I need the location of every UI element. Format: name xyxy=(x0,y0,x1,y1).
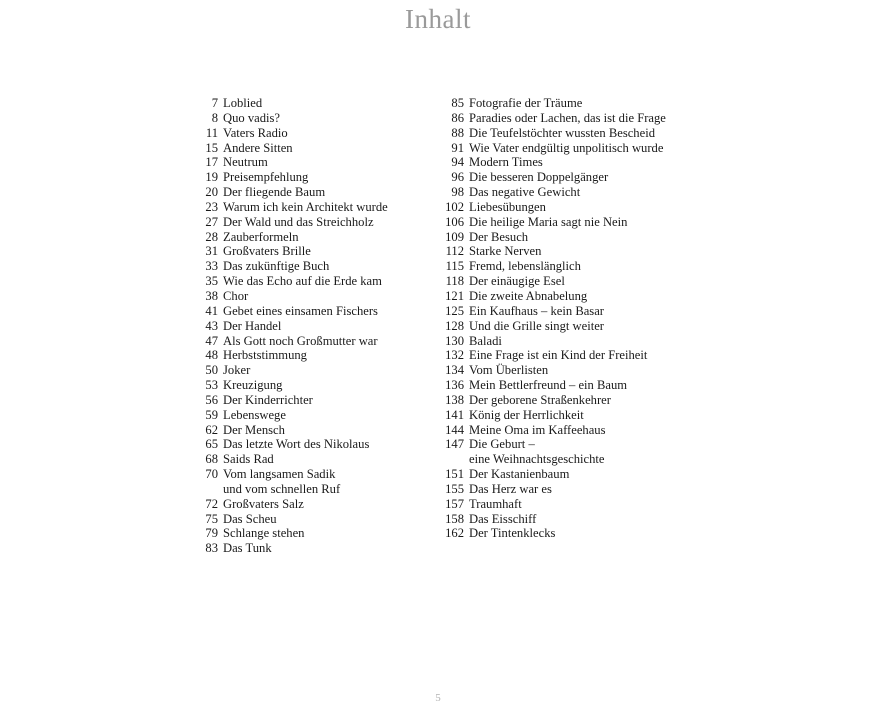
toc-title: Eine Frage ist ein Kind der Freiheit xyxy=(469,348,648,363)
toc-entry xyxy=(190,378,430,393)
toc-title: Gebet eines einsamen Fischers xyxy=(223,303,378,318)
toc-title: Joker xyxy=(223,363,251,378)
toc-title: Schlange stehen xyxy=(223,526,305,541)
toc-page-number: 47 xyxy=(205,333,218,348)
page-number: 5 xyxy=(435,692,441,704)
toc-title: Baladi xyxy=(469,333,502,348)
toc-entry xyxy=(432,393,732,408)
toc-page-number: 27 xyxy=(205,214,218,229)
toc-title: eine Weihnachtsgeschichte xyxy=(469,452,605,467)
toc-entry xyxy=(432,512,732,527)
toc-entry xyxy=(432,334,732,349)
toc-title: Die Teufelstöchter wussten Bescheid xyxy=(469,125,655,140)
toc-entry xyxy=(190,274,430,289)
toc-title: Das Eisschiff xyxy=(469,511,537,526)
toc-title: Neutrum xyxy=(223,155,268,170)
toc-entry xyxy=(190,452,430,467)
toc-title: Preisempfehlung xyxy=(223,170,309,185)
toc-entry xyxy=(432,467,732,482)
toc-entry xyxy=(190,200,430,215)
toc-page-number: 98 xyxy=(451,185,464,200)
toc-page-number: 85 xyxy=(451,96,464,110)
toc-page-number: 8 xyxy=(211,110,218,125)
toc-entry xyxy=(432,126,732,141)
toc-title: Als Gott noch Großmutter war xyxy=(223,333,378,348)
toc-title: Der einäugige Esel xyxy=(469,274,565,289)
toc-title: Liebesübungen xyxy=(469,199,546,214)
toc-page-number: 59 xyxy=(205,407,218,422)
toc-page-number: 62 xyxy=(205,422,218,437)
toc-entry xyxy=(432,111,732,126)
toc-title: Das Tunk xyxy=(223,541,272,556)
toc-title: Der Kinderrichter xyxy=(223,392,313,407)
toc-title: Traumhaft xyxy=(469,496,522,511)
toc-page-number: 125 xyxy=(445,303,464,318)
toc-page-number: 106 xyxy=(445,214,464,229)
toc-page-number: 102 xyxy=(445,199,464,214)
toc-page-number: 75 xyxy=(205,511,218,526)
toc-title: Der Wald und das Streichholz xyxy=(223,214,374,229)
toc-entry xyxy=(432,423,732,438)
toc-title: Quo vadis? xyxy=(223,110,281,125)
toc-entry xyxy=(190,185,430,200)
toc-entry xyxy=(432,200,732,215)
toc-entry xyxy=(190,467,430,482)
toc-page-number: 17 xyxy=(205,155,218,170)
toc-entry xyxy=(190,96,430,111)
toc-page-number: 128 xyxy=(445,318,464,333)
toc-title: Die zweite Abnabelung xyxy=(469,288,588,303)
toc-page-number: 31 xyxy=(205,244,218,259)
toc-title: König der Herrlichkeit xyxy=(469,407,584,422)
toc-title: Andere Sitten xyxy=(223,140,293,155)
toc-entry xyxy=(190,423,430,438)
toc-page-number: 109 xyxy=(445,229,464,244)
toc-title: Chor xyxy=(223,288,249,303)
toc-entry xyxy=(190,482,430,497)
toc-page-number: 96 xyxy=(451,170,464,185)
toc-page-number: 157 xyxy=(445,496,464,511)
toc-title: Der fliegende Baum xyxy=(223,185,326,200)
toc-page-number: 86 xyxy=(451,110,464,125)
toc-page-number: 147 xyxy=(445,437,464,452)
toc-entry xyxy=(190,334,430,349)
toc-title: Der Mensch xyxy=(223,422,285,437)
toc-page-number: 56 xyxy=(205,392,218,407)
toc-page-number: 7 xyxy=(211,96,218,110)
toc-entry xyxy=(432,526,732,541)
toc-title: Der Handel xyxy=(223,318,282,333)
toc-page-number: 88 xyxy=(451,125,464,140)
toc-entry xyxy=(190,289,430,304)
toc-page-number: 83 xyxy=(205,541,218,556)
toc-title: Vom Überlisten xyxy=(469,363,549,378)
toc-title: Das Herz war es xyxy=(469,481,552,496)
toc-title: Vom langsamen Sadik xyxy=(223,467,336,482)
toc-entry xyxy=(432,437,732,452)
toc-entry xyxy=(432,319,732,334)
toc-entry xyxy=(190,230,430,245)
toc-title: Vaters Radio xyxy=(223,125,288,140)
toc-page-number: 115 xyxy=(445,259,464,274)
toc-title: Die besseren Doppelgänger xyxy=(469,170,609,185)
toc-entry xyxy=(432,378,732,393)
toc-entry xyxy=(190,244,430,259)
toc-title: Meine Oma im Kaffeehaus xyxy=(469,422,606,437)
toc-title: Starke Nerven xyxy=(469,244,542,259)
toc-page-number: 151 xyxy=(445,467,464,482)
toc-entry xyxy=(432,230,732,245)
toc-title: Der Kastanienbaum xyxy=(469,467,570,482)
toc-title: Das Scheu xyxy=(223,511,277,526)
toc-title: und vom schnellen Ruf xyxy=(223,481,341,496)
toc-entry xyxy=(432,304,732,319)
toc-title: Paradies oder Lachen, das ist die Frage xyxy=(469,110,666,125)
toc-page-number: 158 xyxy=(445,511,464,526)
toc-entry xyxy=(190,541,430,556)
toc-title: Das letzte Wort des Nikolaus xyxy=(223,437,370,452)
toc-entry xyxy=(432,482,732,497)
toc-title: Das negative Gewicht xyxy=(469,185,581,200)
toc-entry xyxy=(432,274,732,289)
toc-page-number: 94 xyxy=(451,155,464,170)
toc-entry xyxy=(432,170,732,185)
toc-entry xyxy=(432,452,732,467)
toc-title: Die heilige Maria sagt nie Nein xyxy=(469,214,628,229)
toc-title: Fremd, lebenslänglich xyxy=(469,259,581,274)
toc-entry xyxy=(432,289,732,304)
toc-page-number: 11 xyxy=(205,125,218,140)
toc-title: Loblied xyxy=(223,96,263,110)
toc-page-number: 20 xyxy=(205,185,218,200)
toc-title: Fotografie der Träume xyxy=(469,96,583,110)
toc-entry xyxy=(190,526,430,541)
toc-title: Wie Vater endgültig unpolitisch wurde xyxy=(469,140,664,155)
toc-title: Der Tintenklecks xyxy=(469,526,556,541)
toc-entry xyxy=(432,141,732,156)
toc-page-number: 33 xyxy=(205,259,218,274)
toc-page-number: 79 xyxy=(205,526,218,541)
toc-page-number: 72 xyxy=(205,496,218,511)
toc-left-column xyxy=(190,96,430,556)
toc-entry xyxy=(190,408,430,423)
toc-entry xyxy=(190,141,430,156)
toc-entry xyxy=(190,348,430,363)
toc-entry xyxy=(190,215,430,230)
toc-entry xyxy=(432,408,732,423)
toc-title: Saids Rad xyxy=(223,452,274,467)
toc-entry xyxy=(190,393,430,408)
toc-title: Zauberformeln xyxy=(223,229,299,244)
toc-page-number: 68 xyxy=(205,452,218,467)
page-title: Inhalt xyxy=(405,4,471,34)
toc-entry xyxy=(190,259,430,274)
toc-title: Herbststimmung xyxy=(223,348,307,363)
toc-title: Modern Times xyxy=(469,155,543,170)
toc-entry xyxy=(190,111,430,126)
toc-page-number: 65 xyxy=(205,437,218,452)
toc-title: Großvaters Brille xyxy=(223,244,311,259)
toc-page-number: 130 xyxy=(445,333,464,348)
toc-page-number: 48 xyxy=(205,348,218,363)
toc-entry xyxy=(432,215,732,230)
toc-entry xyxy=(432,244,732,259)
toc-page-number: 121 xyxy=(445,288,464,303)
toc-page-number: 50 xyxy=(205,363,218,378)
toc-title: Wie das Echo auf die Erde kam xyxy=(223,274,382,289)
toc-entry xyxy=(190,319,430,334)
toc-title: Das zukünftige Buch xyxy=(223,259,330,274)
toc-page-number: 155 xyxy=(445,481,464,496)
toc-title: Die Geburt – xyxy=(469,437,535,452)
toc-page-number: 19 xyxy=(205,170,218,185)
toc-page-number: 41 xyxy=(205,303,218,318)
toc-page-number: 15 xyxy=(205,140,218,155)
toc-page-number: 134 xyxy=(445,363,464,378)
toc-entry xyxy=(190,155,430,170)
toc-title: Großvaters Salz xyxy=(223,496,304,511)
toc-page-number: 23 xyxy=(205,199,218,214)
toc-page-number: 70 xyxy=(205,467,218,482)
toc-entry xyxy=(432,497,732,512)
toc-page-number: 35 xyxy=(205,274,218,289)
toc-title: Mein Bettlerfreund – ein Baum xyxy=(469,378,628,393)
toc-title: Der geborene Straßenkehrer xyxy=(469,392,611,407)
toc-title: Und die Grille singt weiter xyxy=(469,318,605,333)
toc-page-number: 28 xyxy=(205,229,218,244)
toc-entry xyxy=(432,259,732,274)
toc-page-number: 141 xyxy=(445,407,464,422)
toc-page-number: 91 xyxy=(451,140,464,155)
toc-title: Warum ich kein Architekt wurde xyxy=(223,199,388,214)
toc-page-number: 162 xyxy=(445,526,464,541)
toc-entry xyxy=(432,155,732,170)
toc-entry xyxy=(190,437,430,452)
toc-page-number: 144 xyxy=(445,422,464,437)
toc-title: Ein Kaufhaus – kein Basar xyxy=(469,303,604,318)
toc-entry xyxy=(190,512,430,527)
toc-entry xyxy=(432,185,732,200)
toc-page-number: 132 xyxy=(445,348,464,363)
toc-page-number: 53 xyxy=(205,378,218,393)
toc-title: Lebenswege xyxy=(223,407,286,422)
toc-page-number: 118 xyxy=(445,274,464,289)
toc-entry xyxy=(190,363,430,378)
toc-page-number: 136 xyxy=(445,378,464,393)
toc-entry xyxy=(190,126,430,141)
toc-entry xyxy=(432,348,732,363)
toc-entry xyxy=(432,96,732,111)
toc-entry xyxy=(190,497,430,512)
toc-page-number: 138 xyxy=(445,392,464,407)
toc-page-number: 43 xyxy=(205,318,218,333)
toc-entry xyxy=(432,363,732,378)
toc-page-number: 112 xyxy=(445,244,464,259)
toc-entry xyxy=(190,304,430,319)
toc-page-number: 38 xyxy=(205,288,218,303)
toc-title: Kreuzigung xyxy=(223,378,283,393)
toc-title: Der Besuch xyxy=(469,229,529,244)
toc-entry xyxy=(190,170,430,185)
toc-right-column xyxy=(432,96,732,541)
